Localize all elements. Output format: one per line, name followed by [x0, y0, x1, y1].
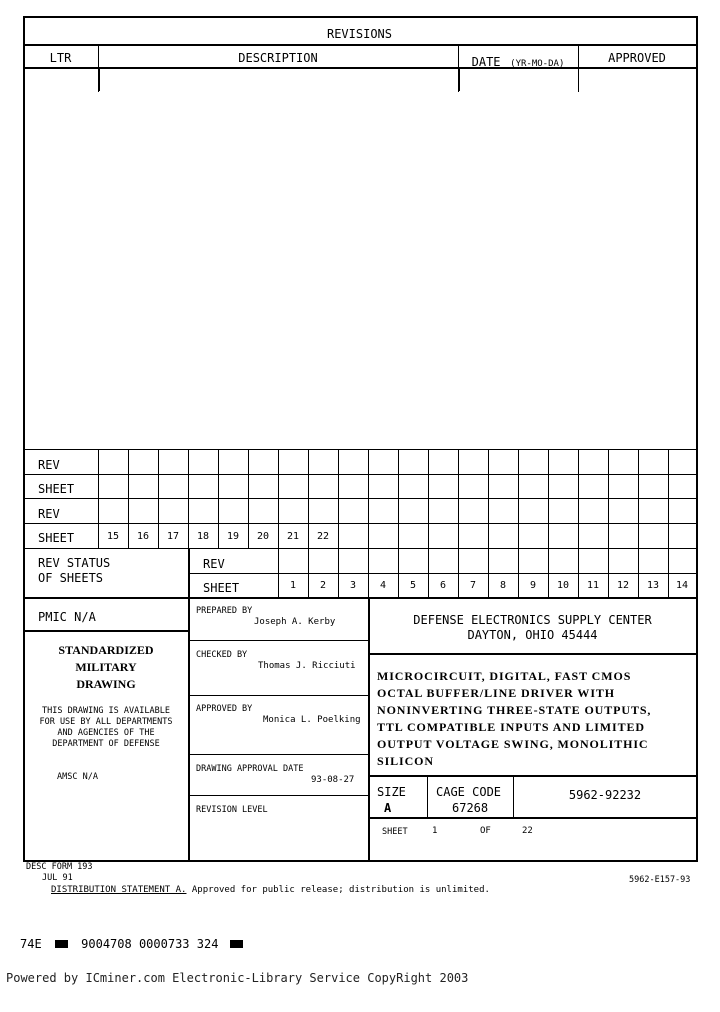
upper-grid-col-line	[428, 449, 429, 548]
frame-top	[23, 16, 697, 18]
revisions-title: REVISIONS	[326, 27, 393, 41]
approval-date-label: DRAWING APPROVAL DATE	[196, 764, 304, 774]
barcode-text-a: 74E	[20, 937, 42, 951]
smd-line3: DRAWING	[76, 677, 136, 691]
form-line1: DESC FORM 193	[26, 862, 93, 872]
sheet-num-19: 19	[226, 531, 240, 542]
sheet-num-18: 18	[196, 531, 210, 542]
drawing-number: 5962-92232	[568, 788, 642, 802]
upper-grid-col-line	[668, 449, 669, 548]
grid-rule-2	[23, 474, 697, 475]
status-sheet-5: 5	[409, 580, 417, 591]
sheet-num-15: 15	[106, 531, 120, 542]
dist-label: DISTRIBUTION STATEMENT A.	[51, 885, 187, 895]
grid-rule-5	[23, 548, 697, 549]
cage-value: 67268	[452, 801, 489, 815]
grid-sheet-label-2: SHEET	[38, 531, 75, 545]
grid-sheet-label-1: SHEET	[38, 482, 75, 496]
rev-col-date-label: DATE	[471, 55, 501, 69]
prepared-name: Joseph A. Kerby	[254, 617, 336, 627]
title-line1: MICROCIRCUIT, DIGITAL, FAST CMOS	[377, 669, 632, 683]
barcode-block-1	[55, 940, 68, 948]
status-sheet-1: 1	[289, 580, 297, 591]
status-sheet-10: 10	[556, 580, 570, 591]
rev-status-line2: OF SHEETS	[38, 571, 104, 585]
agency	[369, 613, 696, 643]
status-sheet-12: 12	[616, 580, 630, 591]
dist-text: Approved for public release; distribution is unlimited.	[191, 885, 490, 895]
status-sheet-14: 14	[675, 580, 689, 591]
upper-grid-col-line	[338, 449, 339, 548]
rev-ltr-stub	[98, 67, 100, 91]
revisions-header-rule	[23, 67, 697, 69]
cage-label: CAGE CODE	[436, 785, 502, 799]
of-label: OF	[480, 826, 491, 836]
powered-by: Powered by ICminer.com Electronic-Library Service CopyRight 2003	[6, 971, 469, 985]
upper-grid-col-line	[548, 449, 549, 548]
title-line5: OUTPUT VOLTAGE SWING, MONOLITHIC	[377, 737, 649, 751]
sheet-value: 1	[432, 826, 438, 836]
titleblock-div-left	[188, 548, 190, 861]
rev-col-description: DESCRIPTION	[238, 51, 318, 65]
title-rule	[368, 775, 697, 777]
rev-status-label	[38, 556, 110, 586]
sheet-label: SHEET	[382, 827, 408, 837]
grid-rule-4	[23, 523, 697, 524]
grid-rule-6	[188, 573, 696, 574]
smd-availability	[24, 706, 188, 750]
barcode-block-2	[230, 940, 243, 948]
revision-level-label: REVISION LEVEL	[196, 805, 268, 815]
rev-status-sheet: SHEET	[203, 581, 240, 595]
grid-rule-1	[23, 449, 697, 450]
rev-date-stub	[458, 67, 460, 91]
status-sheet-13: 13	[646, 580, 660, 591]
smd-avail3: AND AGENCIES OF THE	[57, 728, 155, 738]
approved-name: Monica L. Poelking	[263, 715, 361, 725]
size-label: SIZE	[377, 785, 406, 799]
form-line2: JUL 91	[42, 873, 73, 883]
form-code: 5962-E157-93	[629, 875, 691, 885]
upper-grid-col-line	[488, 449, 489, 548]
status-sheet-11: 11	[586, 580, 600, 591]
sheet-num-17: 17	[166, 531, 180, 542]
prepared-label: PREPARED BY	[196, 606, 253, 616]
smd-avail2: FOR USE BY ALL DEPARTMENTS	[39, 717, 173, 727]
status-sheet-9: 9	[529, 580, 537, 591]
rev-col-date-format: (YR-MO-DA)	[510, 59, 565, 69]
distribution-statement	[51, 885, 490, 895]
status-sheet-2: 2	[319, 580, 327, 591]
smd-avail1: THIS DRAWING IS AVAILABLE	[42, 706, 170, 716]
approved-label: APPROVED BY	[196, 704, 253, 714]
agency-line1: DEFENSE ELECTRONICS SUPPLY CENTER	[413, 613, 652, 627]
amsc: AMSC N/A	[57, 772, 98, 782]
upper-grid-col-line	[608, 449, 609, 548]
smd-heading	[24, 642, 188, 693]
smd-avail4: DEPARTMENT OF DEFENSE	[52, 739, 160, 749]
form-id	[26, 862, 93, 884]
agency-rule	[368, 653, 697, 655]
upper-grid-col-line	[638, 449, 639, 548]
title-line4: TTL COMPATIBLE INPUTS AND LIMITED	[377, 720, 645, 734]
smd-line2: MILITARY	[75, 660, 137, 674]
upper-grid-col-line	[518, 449, 519, 548]
checked-name: Thomas J. Ricciuti	[258, 661, 356, 671]
size-value: A	[384, 801, 392, 815]
title-line6: SILICON	[377, 754, 434, 768]
rev-col-approved: APPROVED	[608, 51, 666, 65]
title-line2: OCTAL BUFFER/LINE DRIVER WITH	[377, 686, 616, 700]
revisions-title-rule	[23, 44, 697, 46]
upper-grid-col-line	[458, 449, 459, 548]
approved-rule	[189, 754, 369, 755]
rev-status-rev: REV	[203, 557, 225, 571]
upper-grid-col-line	[368, 449, 369, 548]
grid-rev-label-2: REV	[38, 507, 60, 521]
sheet-num-22: 22	[316, 531, 330, 542]
status-sheet-8: 8	[499, 580, 507, 591]
grid-rule-3	[23, 498, 697, 499]
upper-grid-col-line	[398, 449, 399, 548]
status-sheet-4: 4	[379, 580, 387, 591]
pmic-rule	[23, 630, 189, 632]
sheet-num-20: 20	[256, 531, 270, 542]
frame-bottom	[23, 860, 698, 862]
sheet-num-16: 16	[136, 531, 150, 542]
prepared-rule	[189, 640, 369, 641]
checked-label: CHECKED BY	[196, 650, 248, 660]
checked-rule	[189, 695, 369, 696]
rev-col-ltr: LTR	[49, 51, 72, 65]
pmic: PMIC N/A	[38, 610, 96, 624]
agency-line2: DAYTON, OHIO 45444	[467, 628, 598, 642]
ident-rule	[368, 817, 697, 819]
upper-grid-col-line	[578, 449, 579, 548]
approval-date-rule	[189, 795, 369, 796]
barcode-line	[20, 937, 243, 951]
of-value: 22	[522, 826, 533, 836]
title-line3: NONINVERTING THREE-STATE OUTPUTS,	[377, 703, 652, 717]
ident-div-1	[427, 775, 428, 817]
drawing-title	[377, 668, 651, 770]
status-sheet-6: 6	[439, 580, 447, 591]
approval-date: 93-08-27	[311, 775, 355, 785]
sheet-num-21: 21	[286, 531, 300, 542]
rev-status-line1: REV STATUS	[38, 556, 111, 570]
frame-right	[696, 16, 698, 861]
smd-line1: STANDARDIZED	[58, 643, 154, 657]
status-sheet-7: 7	[469, 580, 477, 591]
barcode-text-b: 9004708 0000733 324	[81, 937, 219, 951]
status-sheet-3: 3	[349, 580, 357, 591]
grid-rule-7	[23, 597, 697, 599]
grid-rev-label-1: REV	[38, 458, 60, 472]
